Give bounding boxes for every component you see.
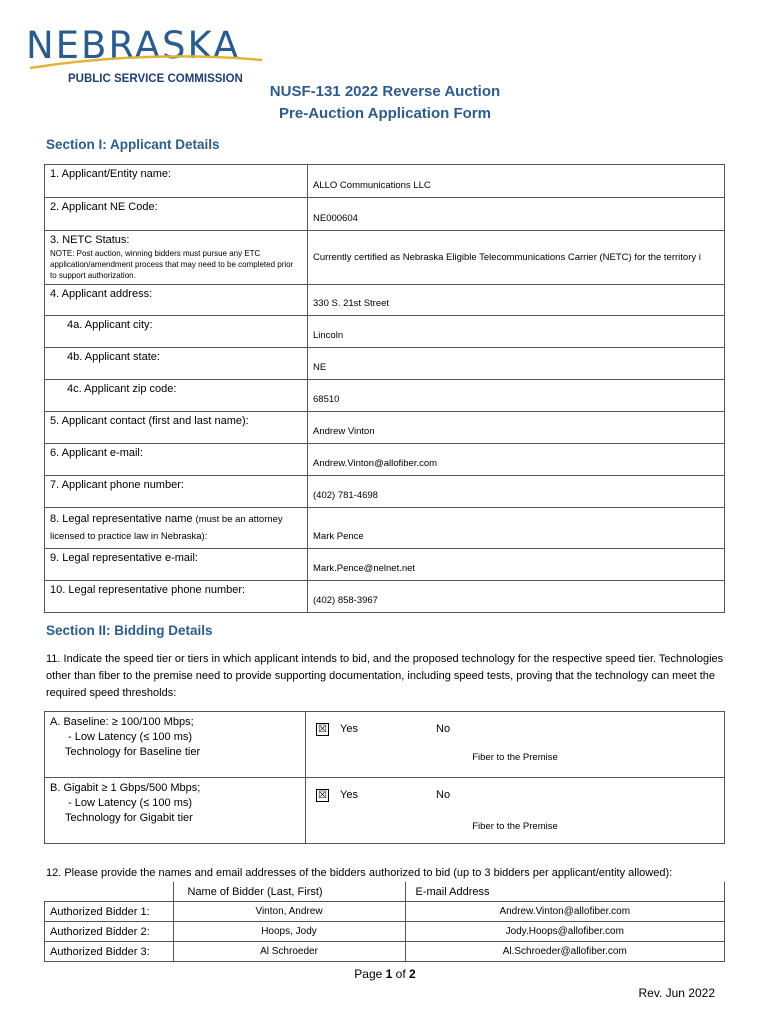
legal-rep-email-field[interactable]: Mark.Pence@nelnet.net — [308, 549, 725, 581]
bidders-table — [44, 882, 725, 962]
state-field[interactable]: NE — [308, 348, 725, 380]
city-field[interactable]: Lincoln — [308, 316, 725, 348]
section1-heading: Section I: Applicant Details — [46, 137, 220, 152]
bidder-email-header: E-mail Address — [405, 882, 725, 902]
table-row — [45, 712, 725, 778]
field-label: 5. Applicant contact (first and last name): — [45, 412, 308, 444]
address-field[interactable]: 330 S. 21st Street — [308, 285, 725, 316]
form-title: NUSF-131 2022 Reverse Auction — [269, 83, 501, 100]
netc-status-field[interactable]: Currently certified as Nebraska Eligible Telecommunications Carrier (NETC) for the territory i — [308, 231, 725, 285]
legal-rep-note: (must be an attorney licensed to practice law in Nebraska): — [50, 514, 283, 542]
legal-rep-label: 8. Legal representative name — [50, 513, 193, 525]
no-label: No — [436, 723, 451, 735]
tier-a-yes-checkbox[interactable]: ☒ — [316, 723, 329, 736]
table-row — [45, 231, 725, 285]
field-label — [45, 508, 308, 549]
field-label: 1. Applicant/Entity name: — [45, 165, 308, 198]
table-row — [45, 922, 725, 942]
tier-a-options — [306, 712, 725, 778]
table-row — [45, 380, 725, 412]
field-label — [45, 316, 308, 348]
yes-label: Yes — [340, 789, 358, 801]
contact-name-field[interactable]: Andrew Vinton — [308, 412, 725, 444]
table-row — [45, 412, 725, 444]
page-of: of — [392, 967, 410, 981]
table-row — [45, 348, 725, 380]
bidder-1-name-field[interactable]: Vinton, Andrew — [173, 902, 405, 922]
netc-note: NOTE: Post auction, winning bidders must pursue any ETC application/amendment process that may need to be completed prior to support authorization. — [50, 249, 294, 280]
tier-label — [45, 712, 306, 778]
table-row — [45, 285, 725, 316]
table-row — [45, 882, 725, 902]
table-row — [45, 508, 725, 549]
table-row — [45, 942, 725, 962]
table-row — [45, 476, 725, 508]
table-row — [45, 198, 725, 231]
zip-label: 4c. Applicant zip code: — [67, 383, 177, 395]
applicant-name-field[interactable]: ALLO Communications LLC — [308, 165, 725, 198]
field-label: 7. Applicant phone number: — [45, 476, 308, 508]
field-label: 10. Legal representative phone number: — [45, 581, 308, 613]
yes-label: Yes — [340, 723, 358, 735]
page-current: 1 — [385, 967, 393, 981]
no-label: No — [436, 789, 451, 801]
tier-b-line1: B. Gigabit ≥ 1 Gbps/500 Mbps; — [50, 782, 201, 794]
bidder-1-email-field[interactable]: Andrew.Vinton@allofiber.com — [405, 902, 725, 922]
logo-subtitle: PUBLIC SERVICE COMMISSION — [68, 73, 243, 85]
logo-wordmark: NEBRASKA — [26, 24, 241, 67]
logo-swoosh-icon — [26, 52, 266, 74]
table-row — [45, 316, 725, 348]
state-label: 4b. Applicant state: — [67, 351, 160, 363]
bidder-2-email-field[interactable]: Jody.Hoops@allofiber.com — [405, 922, 725, 942]
field-label — [45, 380, 308, 412]
phone-field[interactable]: (402) 781-4698 — [308, 476, 725, 508]
question-11: 11. Indicate the speed tier or tiers in which applicant intends to bid, and the proposed technology for the respective speed tier. Technologies other than fiber to the premise need to provide supporting documentation, including speed tests, proving that the technology can meet the required speed thresholds: — [46, 653, 724, 699]
tier-b-technology-field[interactable]: Fiber to the Premise — [472, 821, 558, 832]
bidder-label: Authorized Bidder 1: — [45, 902, 174, 922]
field-label — [45, 231, 308, 285]
bidder-name-header: Name of Bidder (Last, First) — [173, 882, 405, 902]
netc-status-label: 3. NETC Status: — [50, 234, 130, 246]
tier-label — [45, 778, 306, 844]
field-label: 2. Applicant NE Code: — [45, 198, 308, 231]
tier-b-yes-checkbox[interactable]: ☒ — [316, 789, 329, 802]
page-prefix: Page — [354, 967, 386, 981]
tier-b-line3: Technology for Gigabit tier — [65, 812, 193, 824]
page-number — [0, 967, 770, 981]
field-label: 9. Legal representative e-mail: — [45, 549, 308, 581]
revision-date: Rev. Jun 2022 — [638, 986, 715, 1000]
bidder-label: Authorized Bidder 2: — [45, 922, 174, 942]
bidder-3-email-field[interactable]: Al.Schroeder@allofiber.com — [405, 942, 725, 962]
tier-b-options — [306, 778, 725, 844]
section2-heading: Section II: Bidding Details — [46, 623, 213, 638]
form-subtitle: Pre-Auction Application Form — [279, 105, 491, 122]
bidder-3-name-field[interactable]: Al Schroeder — [173, 942, 405, 962]
table-row — [45, 444, 725, 476]
table-row — [45, 778, 725, 844]
zip-field[interactable]: 68510 — [308, 380, 725, 412]
bidder-label: Authorized Bidder 3: — [45, 942, 174, 962]
tier-a-technology-field[interactable]: Fiber to the Premise — [472, 752, 558, 763]
table-row — [45, 581, 725, 613]
question-12: 12. Please provide the names and email addresses of the bidders authorized to bid (up to 3 bidders per applicant/entity allowed): — [46, 867, 673, 879]
field-label: 4. Applicant address: — [45, 285, 308, 316]
page-total: 2 — [409, 967, 416, 981]
tier-b-line2: - Low Latency (≤ 100 ms) — [68, 797, 193, 809]
speed-tier-table — [44, 711, 725, 844]
contact-email-field[interactable]: Andrew.Vinton@allofiber.com — [308, 444, 725, 476]
tier-a-line2: - Low Latency (≤ 100 ms) — [68, 731, 193, 743]
ne-code-field[interactable]: NE000604 — [308, 198, 725, 231]
tier-a-line1: A. Baseline: ≥ 100/100 Mbps; — [50, 716, 194, 728]
legal-rep-phone-field[interactable]: (402) 858-3967 — [308, 581, 725, 613]
city-label: 4a. Applicant city: — [67, 319, 153, 331]
table-row — [45, 165, 725, 198]
blank-header-cell — [45, 882, 174, 902]
bidder-2-name-field[interactable]: Hoops, Jody — [173, 922, 405, 942]
field-label: 6. Applicant e-mail: — [45, 444, 308, 476]
table-row — [45, 549, 725, 581]
applicant-details-table — [44, 164, 725, 613]
legal-rep-name-field[interactable]: Mark Pence — [308, 508, 725, 549]
tier-a-line3: Technology for Baseline tier — [65, 746, 201, 758]
field-label — [45, 348, 308, 380]
table-row — [45, 902, 725, 922]
